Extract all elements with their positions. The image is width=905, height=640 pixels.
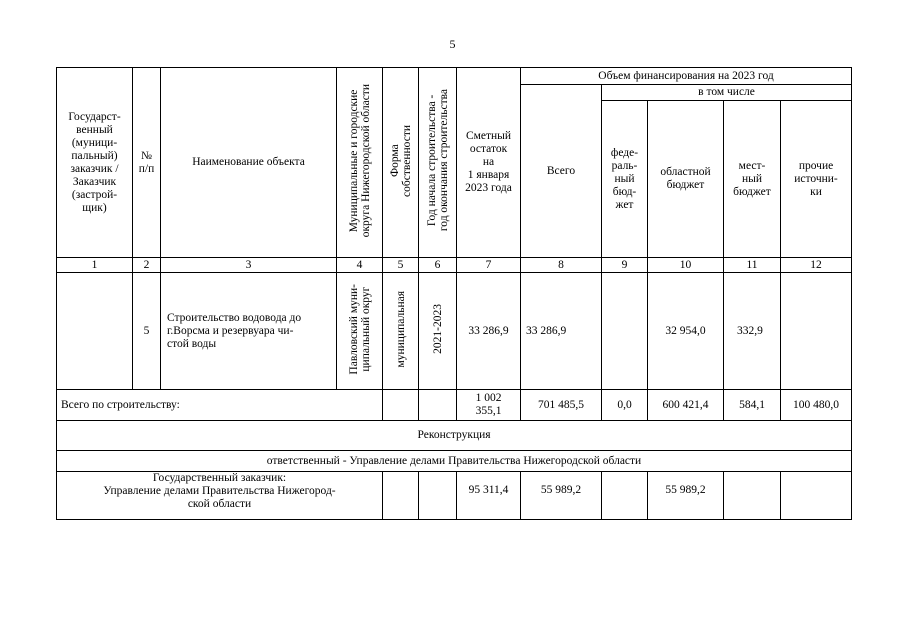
column-number: 9 bbox=[602, 258, 648, 273]
column-number: 11 bbox=[724, 258, 781, 273]
section-row bbox=[57, 421, 852, 451]
column-number: 4 bbox=[337, 258, 383, 273]
row-municipality bbox=[337, 273, 383, 390]
total-total: 701 485,5 bbox=[521, 390, 602, 421]
page-number: 5 bbox=[449, 37, 456, 51]
header-federal: феде- раль- ный бюд- жет bbox=[602, 101, 648, 258]
header-customer: Государст- венный (муници- пальный) заказчик / Заказчик (застрой- щик) bbox=[57, 68, 133, 258]
row-customer bbox=[57, 273, 133, 390]
header-object-name: Наименование объекта bbox=[161, 68, 337, 258]
row-regional: 32 954,0 bbox=[648, 273, 724, 390]
total-other: 100 480,0 bbox=[781, 390, 852, 421]
column-number: 1 bbox=[57, 258, 133, 273]
column-number: 10 bbox=[648, 258, 724, 273]
customer-regional: 55 989,2 bbox=[648, 472, 724, 520]
column-number: 8 bbox=[521, 258, 602, 273]
header-including: в том числе bbox=[602, 85, 852, 101]
column-numbers-row bbox=[57, 258, 852, 273]
customer-empty-cell bbox=[383, 472, 419, 520]
total-balance: 1 002 355,1 bbox=[457, 390, 521, 421]
customer-balance: 95 311,4 bbox=[457, 472, 521, 520]
total-regional: 600 421,4 bbox=[648, 390, 724, 421]
header-funding-group: Объем финансирования на 2023 год bbox=[521, 68, 852, 85]
customer-empty-cell bbox=[724, 472, 781, 520]
column-number: 3 bbox=[161, 258, 337, 273]
header-total: Всего bbox=[521, 85, 602, 258]
responsible-text: ответственный - Управление делами Правительства Нижегородской области bbox=[57, 451, 852, 472]
row-municipality-text: Павловский муни- ципальный округ bbox=[347, 283, 372, 375]
column-number: 7 bbox=[457, 258, 521, 273]
header-ownership-text: Форма собственности bbox=[388, 124, 413, 197]
header-regional: областной бюджет bbox=[648, 101, 724, 258]
header-local: мест- ный бюджет bbox=[724, 101, 781, 258]
section-title: Реконструкция bbox=[57, 421, 852, 451]
total-row bbox=[57, 390, 852, 421]
header-ownership bbox=[383, 68, 419, 258]
total-federal: 0,0 bbox=[602, 390, 648, 421]
total-local: 584,1 bbox=[724, 390, 781, 421]
row-federal bbox=[602, 273, 648, 390]
row-ownership bbox=[383, 273, 419, 390]
column-number: 6 bbox=[419, 258, 457, 273]
header-years bbox=[419, 68, 457, 258]
row-object-name: Строительство водовода до г.Ворсма и резервуара чи- стой воды bbox=[161, 273, 337, 390]
row-total: 33 286,9 bbox=[521, 273, 602, 390]
column-number: 5 bbox=[383, 258, 419, 273]
row-years-text: 2021-2023 bbox=[431, 304, 444, 354]
responsible-row bbox=[57, 451, 852, 472]
row-ownership-text: муниципальная bbox=[394, 290, 407, 368]
customer-label: Государственный заказчик: Управление делами Правительства Нижегород- ской области bbox=[57, 472, 383, 520]
header-balance: Сметный остаток на 1 января 2023 года bbox=[457, 68, 521, 258]
column-number: 2 bbox=[133, 258, 161, 273]
table-row bbox=[57, 273, 852, 390]
header-municipality-text: Муниципальные и городские округа Нижегородской области bbox=[347, 83, 372, 238]
customer-empty-cell bbox=[781, 472, 852, 520]
row-local: 332,9 bbox=[724, 273, 781, 390]
total-empty-cell bbox=[383, 390, 419, 421]
financing-table bbox=[56, 67, 852, 520]
header-num: № п/п bbox=[133, 68, 161, 258]
total-empty-cell bbox=[419, 390, 457, 421]
row-years bbox=[419, 273, 457, 390]
header-municipality bbox=[337, 68, 383, 258]
row-balance: 33 286,9 bbox=[457, 273, 521, 390]
header-other: прочие источни- ки bbox=[781, 101, 852, 258]
customer-empty-cell bbox=[602, 472, 648, 520]
header-years-text: Год начала строительства - год окончания строительства bbox=[425, 89, 450, 232]
customer-row bbox=[57, 472, 852, 520]
column-number: 12 bbox=[781, 258, 852, 273]
row-num: 5 bbox=[133, 273, 161, 390]
customer-total: 55 989,2 bbox=[521, 472, 602, 520]
customer-empty-cell bbox=[419, 472, 457, 520]
total-label: Всего по строительству: bbox=[57, 390, 383, 421]
row-other bbox=[781, 273, 852, 390]
